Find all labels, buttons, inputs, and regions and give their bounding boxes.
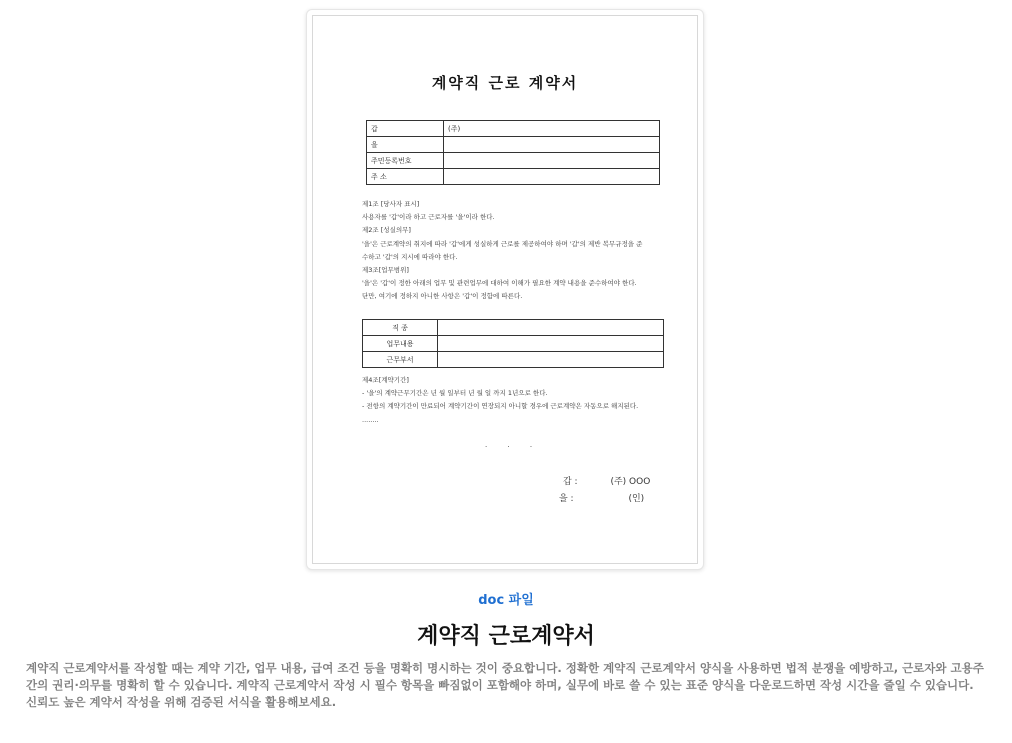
party-table [366,120,660,185]
clause-line: 제2조 [성실의무] [362,226,411,235]
party-label: 갑 [367,121,444,137]
party-label: 주 소 [367,169,444,185]
duty-value [438,352,664,368]
clause-line: 사용자를 '갑'이라 하고 근로자를 '을'이라 한다. [362,213,495,222]
clauses-block [362,198,682,304]
signature-value: (인) [628,494,645,504]
table-row [363,352,664,368]
party-value: (주) [444,121,660,137]
clause-line: '을'은 근로계약의 취지에 따라 '갑'에게 성실하게 근로를 제공하여야 하며 '갑'의 제반 복무규정을 준 [362,239,643,248]
duty-label: 업무내용 [363,336,438,352]
clause-line: 제1조 [당사자 표시] [362,200,420,208]
signature-label: 을 : [559,494,574,504]
duty-value [438,336,664,352]
party-label: 을 [367,137,444,153]
table-row [367,169,660,185]
clause-line: '을'은 '갑'이 정한 아래의 업무 및 관련업무에 대하여 이해가 필요한 계약 내용을 준수하여야 한다. [362,279,637,288]
clause-line: 제3조[업무범위] [362,266,409,275]
duty-label: 근무부서 [363,352,438,368]
party-value [444,153,660,169]
document-title: 계약직 근로 계약서 [431,74,579,92]
table-row [363,320,664,336]
page-title: 계약직 근로계약서 [417,624,595,649]
table-row [363,336,664,352]
clause-line: - 전항의 계약기간이 만료되어 계약기간이 연장되지 아니할 경우에 근로계약은 자동으로 해지된다. [362,402,639,411]
clause-line: 제4조[계약기간] [362,376,409,384]
party-label: 주민등록번호 [367,153,444,169]
clause-line: 단만, 여기에 정하지 아니한 사항은 '갑'이 정함에 따른다. [362,292,523,301]
duty-value [438,320,664,336]
signature-label: 갑 : [563,477,578,487]
clause-line: - '을'의 계약근무기간은 년 월 일부터 년 월 일 까지 1년으로 한다. [362,389,548,398]
clause-line: 수하고 '갑'의 지시에 따라야 한다. [362,252,458,261]
file-type-label: doc 파일 [478,593,534,608]
duty-table [362,319,664,368]
clauses-block-2 [362,374,682,427]
party-value [444,169,660,185]
description-text: 계약직 근로계약서를 작성할 때는 계약 기간, 업무 내용, 급여 조건 등을 명확히 명시하는 것이 중요합니다. 정확한 계약직 근로계약서 양식을 사용하면 법적 분쟁을 예방하고, 근로자와 고용주 간의 권리·의무를 명확히 할 수 있습니다. 계약직 근로계약서 작성 시 필수 항목을 빠짐없이 포함해야 하며, 실무에 바로 쓸 수 있는 표준 양식을 다운로드하면 작성 시간을 줄일 수 있습니다. 신뢰도 높은 계약서 작성을 위해 검증된 서식을 활용해보세요. [26,661,984,709]
document-preview[interactable] [306,9,704,570]
signature-gap [563,474,650,487]
date-line: . . . [485,441,533,449]
document-page [312,15,698,564]
signature-eul [559,491,644,504]
signature-value: (주) OOO [610,477,651,487]
table-row [367,137,660,153]
duty-label: 직 종 [363,320,438,336]
table-row [367,121,660,137]
party-value [444,137,660,153]
clause-line: ........ [362,415,379,424]
table-row [367,153,660,169]
